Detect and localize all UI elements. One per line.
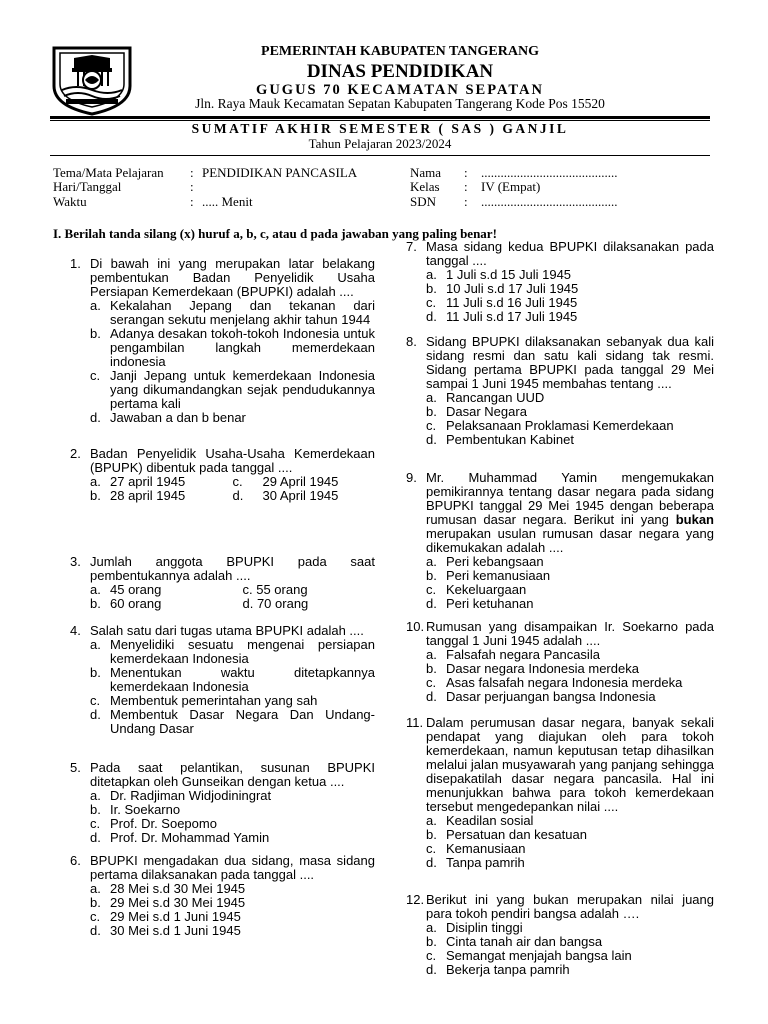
option-letter: d. — [232, 488, 244, 503]
answer-option[interactable] — [90, 489, 233, 503]
option-letter: c. — [90, 816, 101, 831]
option-text: Asas falsafah negara Indonesia merdeka — [446, 675, 683, 690]
option-text: Prof. Dr. Mohammad Yamin — [110, 830, 270, 845]
stem-text: merupakan usulan rumusan dasar negara yang dikemukakan adalah .... — [426, 526, 714, 555]
option-text: Janji Jepang untuk kemerdekaan Indonesia yang dikumandangkan sejak pendudukannya pertama kali — [110, 368, 375, 411]
option-text: Dasar Negara — [446, 404, 527, 419]
info-label-subject: Tema/Mata Pelajaran — [53, 165, 164, 180]
option-text: Jawaban a dan b benar — [110, 410, 246, 425]
option-letter: b. — [426, 281, 437, 296]
option-text: d. 70 orang — [242, 596, 309, 611]
answer-option[interactable] — [90, 708, 375, 736]
question-7 — [406, 240, 714, 324]
option-letter: b. — [90, 488, 101, 503]
question-stem — [426, 471, 714, 555]
option-letter: c. — [426, 675, 437, 690]
answer-option[interactable] — [90, 882, 375, 896]
question-6 — [70, 854, 375, 938]
info-label-school: SDN — [410, 194, 437, 209]
option-text: 1 Juli s.d 15 Juli 1945 — [446, 267, 572, 282]
option-letter: a. — [426, 920, 437, 935]
option-letter: a. — [426, 554, 437, 569]
question-number: 3. — [70, 554, 81, 569]
option-letter: d. — [90, 707, 101, 722]
option-letter: a. — [426, 390, 437, 405]
option-text: 28 Mei s.d 30 Mei 1945 — [110, 881, 246, 896]
option-letter: c. — [426, 418, 437, 433]
answer-option[interactable] — [90, 896, 375, 910]
answer-option[interactable] — [426, 583, 714, 597]
letterhead-government: PEMERINTAH KABUPATEN TANGERANG — [261, 44, 539, 59]
option-letter: a. — [90, 474, 101, 489]
option-letter: d. — [426, 689, 437, 704]
title-divider — [50, 155, 710, 156]
question-stem: BPUPKI mengadakan dua sidang, masa sidang pertama dilaksanakan pada tanggal .... — [90, 853, 375, 882]
option-text: Persatuan dan kesatuan — [446, 827, 587, 842]
answer-option[interactable] — [90, 583, 233, 597]
stem-emphasis: bukan — [675, 512, 714, 527]
option-text: 30 April 1945 — [262, 488, 339, 503]
option-text: Kekalahan Jepang dan tekanan dari serangan sekutu menjelang akhir tahun 1944 — [110, 298, 375, 327]
info-sep: : — [464, 179, 468, 194]
answer-option[interactable] — [233, 475, 376, 489]
answer-option[interactable] — [90, 666, 375, 694]
option-text: Peri kebangsaan — [446, 554, 544, 569]
section-instruction: I. Berilah tanda silang (x) huruf a, b, c, atau d pada jawaban yang paling benar! — [53, 226, 497, 241]
option-letter: b. — [90, 802, 101, 817]
answer-option[interactable] — [426, 419, 714, 433]
question-number: 10. — [406, 619, 425, 634]
option-letter: d. — [426, 596, 437, 611]
option-letter: b. — [90, 895, 101, 910]
option-text: 27 april 1945 — [110, 474, 186, 489]
option-letter: b. — [426, 404, 437, 419]
option-text: Kemanusiaan — [446, 841, 526, 856]
option-letter: b. — [426, 661, 437, 676]
answer-option[interactable] — [426, 282, 714, 296]
option-text: Kekeluargaan — [446, 582, 527, 597]
option-text: Dasar negara Indonesia merdeka — [446, 661, 639, 676]
info-label-class: Kelas — [410, 179, 440, 194]
answer-option[interactable] — [426, 662, 714, 676]
answer-option[interactable] — [426, 963, 714, 977]
question-1 — [70, 257, 375, 425]
option-text: Membentuk Dasar Negara Dan Undang-Undang Dasar — [110, 707, 375, 736]
question-stem: Salah satu dari tugas utama BPUPKI adalah .... — [90, 623, 364, 638]
option-text: Keadilan sosial — [446, 813, 534, 828]
answer-option[interactable] — [233, 489, 376, 503]
option-text: Menentukan waktu ditetapkannya kemerdekaan Indonesia — [110, 665, 375, 694]
question-8 — [406, 335, 714, 447]
option-letter: c. — [90, 693, 101, 708]
info-label-time: Waktu — [53, 194, 87, 209]
option-letter: d. — [90, 923, 101, 938]
question-3 — [70, 555, 375, 611]
option-letter: a. — [426, 647, 437, 662]
answer-option[interactable] — [426, 828, 714, 842]
answer-option[interactable] — [90, 817, 375, 831]
question-number: 12. — [406, 892, 425, 907]
answer-option[interactable] — [426, 310, 714, 324]
option-text: Bekerja tanpa pamrih — [446, 962, 570, 977]
option-text: 30 Mei s.d 1 Juni 1945 — [110, 923, 241, 938]
option-text: Semangat menjajah bangsa lain — [446, 948, 632, 963]
info-value-class: IV (Empat) — [481, 179, 541, 194]
question-number: 1. — [70, 256, 81, 271]
option-letter: b. — [426, 934, 437, 949]
option-text: 29 Mei s.d 1 Juni 1945 — [110, 909, 241, 924]
option-text: 11 Juli s.d 16 Juli 1945 — [446, 295, 578, 310]
info-sep: : — [464, 165, 468, 180]
info-value-school: .......................................... — [481, 194, 618, 209]
answer-option[interactable] — [90, 475, 233, 489]
answer-option[interactable] — [90, 803, 375, 817]
letterhead-divider-thick — [50, 116, 710, 119]
option-text: Pembentukan Kabinet — [446, 432, 574, 447]
question-stem: Sidang BPUPKI dilaksanakan sebanyak dua kali sidang resmi dan satu kali sidang tak resmi. Sidang pertama BPUPKI pada tanggal 29 Mei sampai 1 Juni 1945 membahas tentang .... — [426, 334, 714, 391]
option-text: Pelaksanaan Proklamasi Kemerdekaan — [446, 418, 674, 433]
option-text: Dasar perjuangan bangsa Indonesia — [446, 689, 656, 704]
option-text: Dr. Radjiman Widjodiningrat — [110, 788, 272, 803]
question-stem: Pada saat pelantikan, susunan BPUPKI ditetapkan oleh Gunseikan dengan ketua .... — [90, 760, 375, 789]
info-label-name: Nama — [410, 165, 442, 180]
option-text: 29 Mei s.d 30 Mei 1945 — [110, 895, 246, 910]
option-letter: d. — [90, 410, 101, 425]
option-text: Peri ketuhanan — [446, 596, 534, 611]
answer-option[interactable] — [426, 676, 714, 690]
option-letter: a. — [90, 637, 101, 652]
answer-option[interactable] — [426, 433, 714, 447]
answer-option[interactable] — [90, 789, 375, 803]
answer-option[interactable] — [426, 569, 714, 583]
answer-option[interactable] — [426, 814, 714, 828]
question-10 — [406, 620, 714, 704]
answer-option[interactable] — [426, 856, 714, 870]
option-letter: c. — [426, 582, 437, 597]
option-letter: c. — [90, 368, 101, 383]
info-value-subject: PENDIDIKAN PANCASILA — [202, 165, 358, 180]
answer-option[interactable] — [426, 842, 714, 856]
question-stem: Dalam perumusan dasar negara, banyak sekali pendapat yang diajukan oleh para tokoh kemerdekaan, namun keputusan tetap dihasilkan melalui jalan musyawarah yang panjang sehingga disepakatilah dasar negara pancasila. Hal ini menunjukkan bahwa para tokoh kemerdekaan tersebut mengedepankan nilai .... — [426, 715, 714, 814]
answer-option[interactable] — [90, 638, 375, 666]
letterhead-cluster: GUGUS 70 KECAMATAN SEPATAN — [256, 82, 544, 98]
question-stem: Badan Penyelidik Usaha-Usaha Kemerdekaan (BPUPK) dibentuk pada tanggal .... — [90, 446, 375, 475]
answer-option[interactable] — [90, 694, 375, 708]
question-number: 2. — [70, 446, 81, 461]
answer-option[interactable] — [90, 411, 375, 425]
answer-option[interactable] — [90, 910, 375, 924]
question-number: 9. — [406, 470, 417, 485]
answer-option[interactable] — [426, 935, 714, 949]
option-text: Disiplin tinggi — [446, 920, 523, 935]
option-text: Rancangan UUD — [446, 390, 545, 405]
answer-option[interactable] — [90, 924, 375, 938]
option-text: Menyelidiki sesuatu mengenai persiapan kemerdekaan Indonesia — [110, 637, 375, 666]
answer-option[interactable] — [90, 831, 375, 845]
option-letter: a. — [90, 881, 101, 896]
option-letter: b. — [426, 827, 437, 842]
answer-option[interactable] — [90, 369, 375, 411]
option-letter: a. — [426, 267, 437, 282]
option-text: 29 April 1945 — [262, 474, 339, 489]
question-stem: Jumlah anggota BPUPKI pada saat pembentukannya adalah .... — [90, 554, 375, 583]
option-text: Prof. Dr. Soepomo — [110, 816, 217, 831]
answer-option[interactable] — [426, 296, 714, 310]
stem-text: Mr. Muhammad Yamin mengemukakan pemikirannya tentang dasar negara pada sidang BPUPKI tanggal 29 Mei 1945 dengan beberapa rumusan dasar negara. Berikut ini yang — [426, 470, 714, 527]
option-letter: d. — [426, 855, 437, 870]
option-text: Ir. Soekarno — [110, 802, 181, 817]
option-letter: d. — [426, 962, 437, 977]
option-letter: d. — [426, 309, 437, 324]
option-letter: b. — [90, 665, 101, 680]
question-12 — [406, 893, 714, 977]
question-number: 4. — [70, 623, 81, 638]
option-text: Falsafah negara Pancasila — [446, 647, 600, 662]
question-stem: Rumusan yang disampaikan Ir. Soekarno pada tanggal 1 Juni 1945 adalah .... — [426, 619, 714, 648]
answer-option[interactable] — [426, 648, 714, 662]
letterhead-address: Jln. Raya Mauk Kecamatan Sepatan Kabupaten Tangerang Kode Pos 15520 — [195, 96, 605, 111]
answer-option[interactable] — [426, 555, 714, 569]
answer-option[interactable] — [90, 597, 233, 611]
option-letter: b. — [426, 568, 437, 583]
question-4 — [70, 624, 375, 736]
answer-option[interactable] — [233, 583, 376, 597]
question-11 — [406, 716, 714, 870]
question-number: 8. — [406, 334, 417, 349]
option-letter: c. — [426, 295, 437, 310]
info-sep: : — [464, 194, 468, 209]
answer-option[interactable] — [426, 949, 714, 963]
option-letter: c. — [90, 909, 101, 924]
answer-option[interactable] — [90, 299, 375, 327]
option-text: 28 april 1945 — [110, 488, 186, 503]
question-number: 5. — [70, 760, 81, 775]
option-text: Tanpa pamrih — [446, 855, 525, 870]
question-number: 6. — [70, 853, 81, 868]
question-stem: Berikut ini yang bukan merupakan nilai juang para tokoh pendiri bangsa adalah …. — [426, 892, 714, 921]
letterhead-department: DINAS PENDIDIKAN — [306, 61, 494, 82]
option-text: Adanya desakan tokoh-tokoh Indonesia untuk pengambilan langkah memerdekaan indonesia — [110, 326, 375, 369]
info-value-name: .......................................... — [481, 165, 618, 180]
answer-option[interactable] — [426, 391, 714, 405]
option-text: Cinta tanah air dan bangsa — [446, 934, 603, 949]
option-letter: c. — [426, 841, 437, 856]
question-2 — [70, 447, 375, 503]
option-letter: b. — [90, 326, 101, 341]
question-number: 7. — [406, 239, 417, 254]
option-text: c. 55 orang — [242, 582, 308, 597]
option-letter: d. — [90, 830, 101, 845]
answer-option[interactable] — [233, 597, 376, 611]
option-letter: a. — [90, 788, 101, 803]
option-text: 11 Juli s.d 17 Juli 1945 — [446, 309, 578, 324]
option-text: Peri kemanusiaan — [446, 568, 551, 583]
option-letter: c. — [426, 948, 437, 963]
question-number: 11. — [406, 715, 424, 730]
option-text: 10 Juli s.d 17 Juli 1945 — [446, 281, 579, 296]
option-text: 60 orang — [110, 596, 162, 611]
info-sep: : — [190, 194, 194, 209]
question-stem: Di bawah ini yang merupakan latar belakang pembentukan Badan Penyelidik Usaha Persiapan Kemerdekaan (BPUPKI) adalah .... — [90, 256, 375, 299]
answer-option[interactable] — [426, 268, 714, 282]
kabupaten-tangerang-emblem-icon — [50, 46, 134, 116]
answer-option[interactable] — [426, 921, 714, 935]
option-letter: a. — [426, 813, 437, 828]
question-9 — [406, 471, 714, 611]
option-letter: a. — [90, 582, 101, 597]
info-value-time: ..... Menit — [202, 194, 253, 209]
option-letter: d. — [426, 432, 437, 447]
exam-year: Tahun Pelajaran 2023/2024 — [308, 136, 452, 151]
info-label-date: Hari/Tanggal — [53, 179, 122, 194]
option-letter: c. — [232, 474, 243, 489]
option-text: Membentuk pemerintahan yang sah — [110, 693, 318, 708]
question-stem: Masa sidang kedua BPUPKI dilaksanakan pada tanggal .... — [426, 239, 714, 268]
question-5 — [70, 761, 375, 845]
answer-option[interactable] — [426, 597, 714, 611]
info-sep: : — [190, 179, 194, 194]
answer-option[interactable] — [426, 405, 714, 419]
exam-title: SUMATIF AKHIR SEMESTER ( SAS ) GANJIL — [191, 121, 569, 136]
option-letter: b. — [90, 596, 101, 611]
option-letter: a. — [90, 298, 101, 313]
option-text: 45 orang — [110, 582, 162, 597]
answer-option[interactable] — [426, 690, 714, 704]
answer-option[interactable] — [90, 327, 375, 369]
info-sep: : — [190, 165, 194, 180]
